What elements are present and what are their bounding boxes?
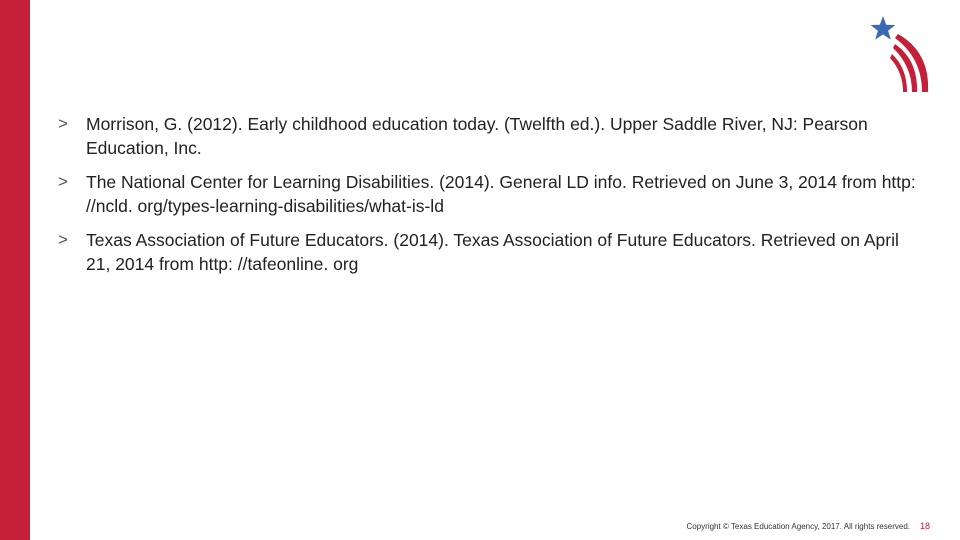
reference-item <box>58 112 918 160</box>
bullet-chevron-icon: > <box>58 230 68 249</box>
page-number: 18 <box>919 521 930 531</box>
logo-star-icon <box>871 16 896 40</box>
tea-star-logo-icon <box>868 14 934 94</box>
left-accent-bar <box>0 0 30 540</box>
copyright-text: Copyright © Texas Education Agency, 2017. All rights reserved. <box>686 522 910 531</box>
reference-item <box>58 228 918 276</box>
slide-footer <box>686 521 930 531</box>
reference-text: Morrison, G. (2012). Early childhood education today. (Twelfth ed.). Upper Saddle River, NJ: Pearson Education, Inc. <box>86 114 868 158</box>
reference-item <box>58 170 918 218</box>
reference-text: The National Center for Learning Disabilities. (2014). General LD info. Retrieved on June 3, 2014 from http: //ncld. org/types-learning-disabilities/what-is-ld <box>86 172 916 216</box>
bullet-chevron-icon: > <box>58 172 68 191</box>
reference-text: Texas Association of Future Educators. (2014). Texas Association of Future Educators. Retrieved on April 21, 2014 from http: //tafeonline. org <box>86 230 899 274</box>
reference-list <box>58 112 918 286</box>
bullet-chevron-icon: > <box>58 114 68 133</box>
